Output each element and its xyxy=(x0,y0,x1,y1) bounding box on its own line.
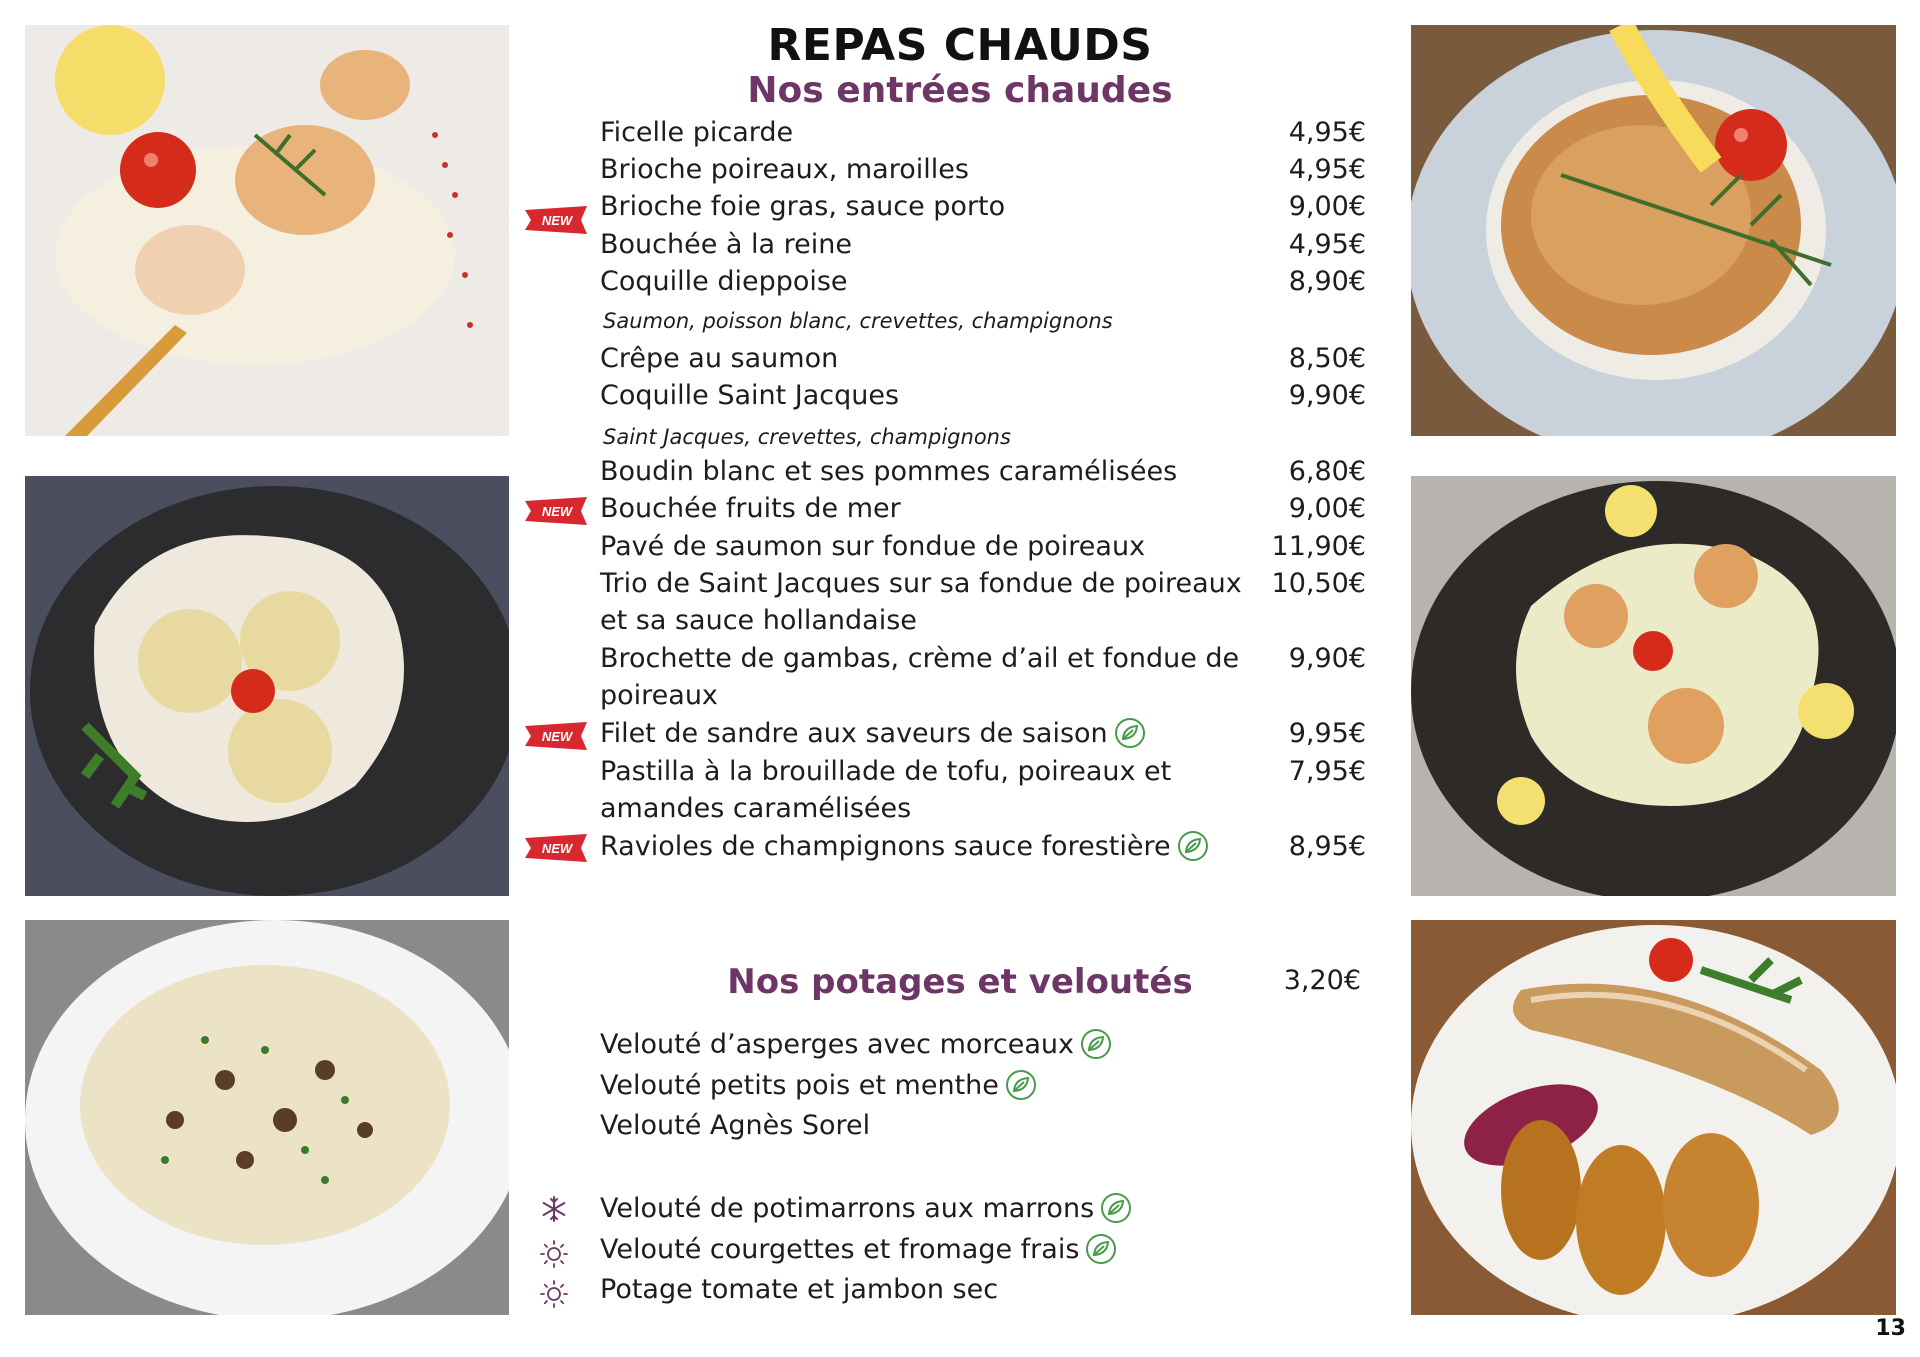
vegetarian-leaf-icon xyxy=(1005,1069,1037,1101)
menu-item-continued xyxy=(600,677,718,714)
menu-item xyxy=(600,565,1242,602)
menu-item-price: 9,90€ xyxy=(1288,643,1366,674)
menu-item-name: Pavé de saumon sur fondue de poireaux xyxy=(600,531,1146,562)
menu-item-name: Coquille Saint Jacques xyxy=(600,380,900,411)
new-badge-icon xyxy=(523,720,589,752)
menu-item xyxy=(600,1231,1117,1268)
menu-item xyxy=(600,1190,1132,1227)
menu-item xyxy=(600,1271,998,1308)
menu-item xyxy=(600,715,1146,752)
menu-item xyxy=(600,114,793,151)
menu-item-price: 9,00€ xyxy=(1288,493,1366,524)
sun-icon xyxy=(539,1279,569,1309)
menu-item-name: amandes caramélisées xyxy=(600,793,912,824)
soups-price: 3,20€ xyxy=(1283,965,1361,996)
menu-item-name: Velouté de potimarrons aux marrons xyxy=(600,1193,1095,1224)
vegetarian-leaf-icon xyxy=(1114,717,1146,749)
menu-item xyxy=(600,528,1145,565)
vegetarian-leaf-icon xyxy=(1085,1233,1117,1265)
menu-item-name: Coquille dieppoise xyxy=(600,266,848,297)
sun-icon xyxy=(539,1239,569,1269)
new-badge-label: NEW xyxy=(541,504,573,519)
menu-item-price: 8,50€ xyxy=(1288,343,1366,374)
menu-item-name: Bouchée à la reine xyxy=(600,229,853,260)
menu-item-price: 9,00€ xyxy=(1288,191,1366,222)
menu-item xyxy=(600,151,969,188)
menu-item-price: 4,95€ xyxy=(1288,154,1366,185)
section-title-soups: Nos potages et veloutés xyxy=(727,962,1193,1002)
menu-item-price: 8,90€ xyxy=(1288,266,1366,297)
menu-item-price: 11,90€ xyxy=(1271,531,1366,562)
menu-item xyxy=(600,640,1239,677)
menu-item-name: et sa sauce hollandaise xyxy=(600,605,917,636)
menu-item xyxy=(600,753,1171,790)
new-badge-icon xyxy=(523,495,589,527)
new-badge-label: NEW xyxy=(541,729,573,744)
menu-item-note: Saumon, poisson blanc, crevettes, champignons xyxy=(603,309,1113,333)
menu-item xyxy=(600,490,901,527)
photo-boudin xyxy=(1411,920,1896,1315)
vegetarian-leaf-icon xyxy=(1080,1028,1112,1060)
menu-item-name: Brioche poireaux, maroilles xyxy=(600,154,969,185)
menu-item xyxy=(600,226,852,263)
menu-item-price: 9,90€ xyxy=(1288,380,1366,411)
menu-item-price: 6,80€ xyxy=(1288,456,1366,487)
menu-item-name: Pastilla à la brouillade de tofu, poireaux et xyxy=(600,756,1172,787)
menu-item xyxy=(600,377,899,414)
menu-item-name: Ravioles de champignons sauce forestière xyxy=(600,831,1171,862)
menu-item xyxy=(600,1067,1037,1104)
menu-item-name: Velouté d’asperges avec morceaux xyxy=(600,1029,1074,1060)
menu-item-continued xyxy=(600,602,917,639)
menu-item-name: Trio de Saint Jacques sur sa fondue de poireaux xyxy=(600,568,1242,599)
new-badge-label: NEW xyxy=(541,213,573,228)
menu-item-name: Brioche foie gras, sauce porto xyxy=(600,191,1006,222)
photo-ravioli xyxy=(25,476,509,896)
menu-item xyxy=(600,340,838,377)
menu-item-name: Potage tomate et jambon sec xyxy=(600,1274,999,1305)
menu-item-name: Ficelle picarde xyxy=(600,117,794,148)
menu-item-name: Velouté courgettes et fromage frais xyxy=(600,1234,1080,1265)
section-title-entrees: Nos entrées chaudes xyxy=(747,70,1173,111)
menu-item-continued xyxy=(600,790,911,827)
menu-item-name: Brochette de gambas, crème d’ail et fondue de xyxy=(600,643,1240,674)
new-badge-icon xyxy=(523,204,589,236)
page-number: 13 xyxy=(1875,1316,1906,1341)
vegetarian-leaf-icon xyxy=(1177,830,1209,862)
vegetarian-leaf-icon xyxy=(1100,1192,1132,1224)
menu-item xyxy=(600,263,848,300)
menu-item xyxy=(600,1026,1112,1063)
menu-item xyxy=(600,453,1177,490)
menu-item-name: Crêpe au saumon xyxy=(600,343,839,374)
photo-scallops xyxy=(1411,476,1896,896)
menu-item-name: poireaux xyxy=(600,680,718,711)
menu-item-name: Filet de sandre aux saveurs de saison xyxy=(600,718,1108,749)
menu-item-name: Boudin blanc et ses pommes caramélisées xyxy=(600,456,1178,487)
new-badge-label: NEW xyxy=(541,841,573,856)
menu-item xyxy=(600,188,1005,225)
menu-item-name: Bouchée fruits de mer xyxy=(600,493,901,524)
photo-veloute xyxy=(25,920,509,1315)
snowflake-icon xyxy=(539,1194,569,1224)
menu-item-note: Saint Jacques, crevettes, champignons xyxy=(603,425,1011,449)
menu-item-price: 10,50€ xyxy=(1271,568,1366,599)
photo-shrimp-skewer xyxy=(25,25,509,436)
menu-item xyxy=(600,1107,870,1144)
menu-item-price: 4,95€ xyxy=(1288,117,1366,148)
menu-item xyxy=(600,828,1209,865)
menu-item-price: 9,95€ xyxy=(1288,718,1366,749)
page-title: REPAS CHAUDS xyxy=(767,20,1153,71)
menu-item-name: Velouté Agnès Sorel xyxy=(600,1110,871,1141)
menu-item-name: Velouté petits pois et menthe xyxy=(600,1070,999,1101)
photo-coquille xyxy=(1411,25,1896,436)
new-badge-icon xyxy=(523,832,589,864)
menu-item-price: 7,95€ xyxy=(1288,756,1366,787)
menu-item-price: 4,95€ xyxy=(1288,229,1366,260)
menu-item-price: 8,95€ xyxy=(1288,831,1366,862)
